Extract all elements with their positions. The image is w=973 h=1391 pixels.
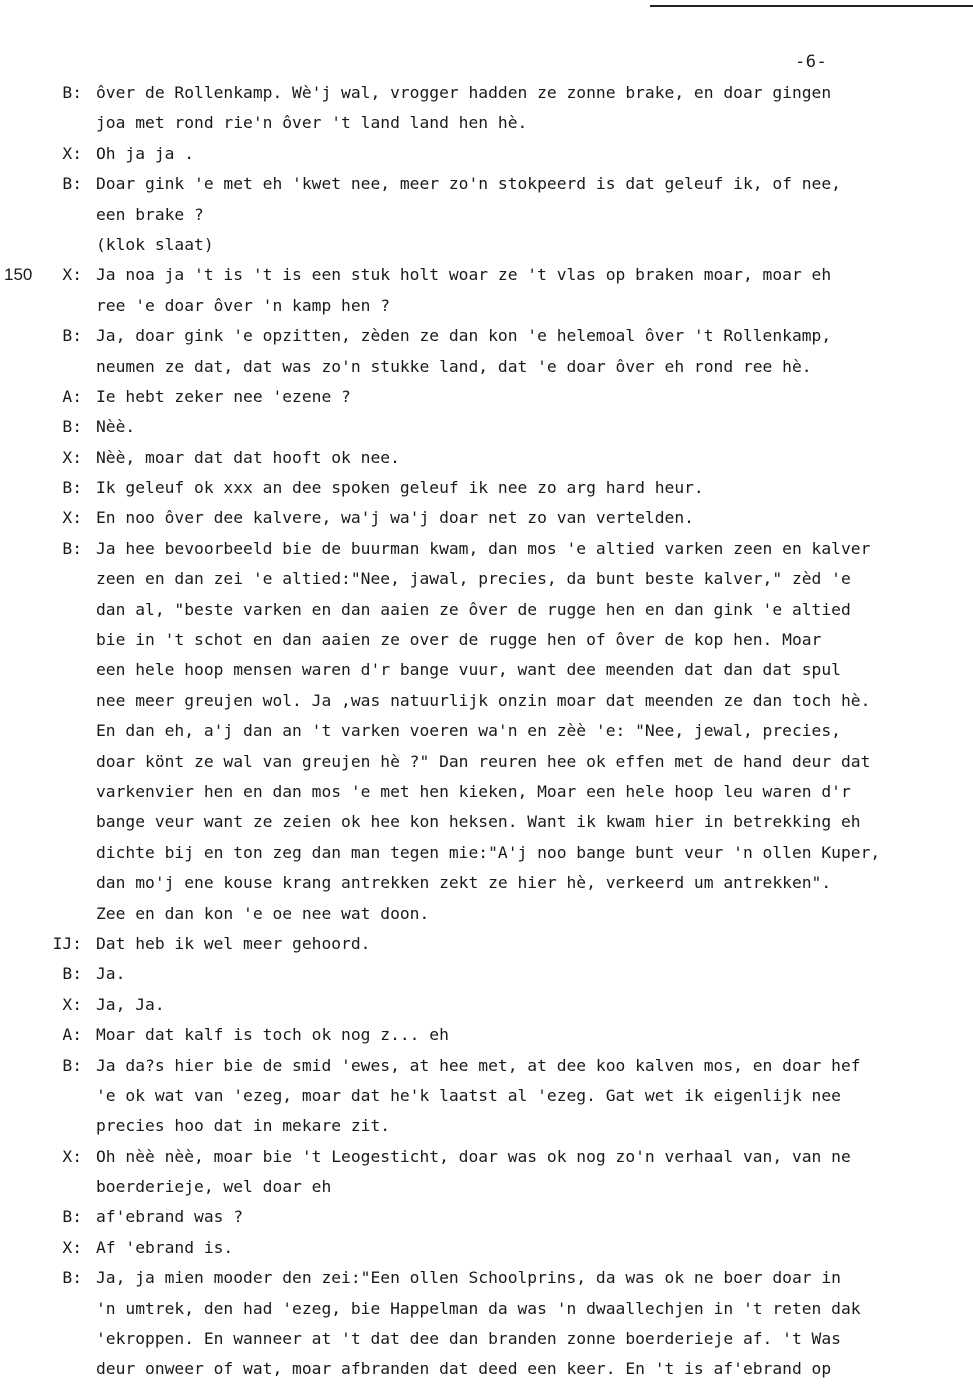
line-text: deur onweer of wat, moar afbranden dat deed een keer. En 't is af'ebrand op	[96, 1359, 832, 1379]
transcript-line	[0, 990, 973, 1020]
transcript-line	[0, 412, 973, 442]
speaker-label: B:	[62, 964, 82, 984]
transcript-line	[0, 1294, 973, 1324]
line-text: Moar dat kalf is toch ok nog z... eh	[96, 1025, 449, 1045]
speaker-label: B:	[62, 174, 82, 194]
line-text: dan mo'j ene kouse krang antrekken zekt ze hier hè, verkeerd um antrekken".	[96, 873, 832, 893]
transcript-line	[0, 260, 973, 290]
line-text: 'ekroppen. En wanneer at 't dat dee dan branden zonne boerderieje af. 't Was	[96, 1329, 841, 1349]
transcript-line	[0, 139, 973, 169]
speaker-label: B:	[62, 417, 82, 437]
line-text: bie in 't schot en dan aaien ze over de rugge hen of ôver de kop hen. Moar	[96, 630, 822, 650]
speaker-label: X:	[62, 1237, 82, 1257]
line-text: Ja da?s hier bie de smid 'ewes, at hee met, at dee koo kalven mos, en doar hef	[96, 1055, 861, 1075]
line-text: bange veur want ze zeien ok hee kon heksen. Want ik kwam hier in betrekking eh	[96, 812, 861, 832]
transcript-line	[0, 200, 973, 230]
top-rule	[650, 5, 973, 7]
transcript-line	[0, 655, 973, 685]
line-text: Ja, ja mien mooder den zei:"Een ollen Schoolprins, da was ok ne boer doar in	[96, 1268, 841, 1288]
page-number: -6-	[795, 52, 828, 72]
transcript-line	[0, 747, 973, 777]
line-text: een brake ?	[96, 204, 204, 224]
speaker-label: B:	[62, 1207, 82, 1227]
speaker-label: B:	[62, 478, 82, 498]
transcript-line	[0, 595, 973, 625]
line-text: joa met rond rie'n ôver 't land land hen hè.	[96, 113, 528, 133]
transcript-line	[0, 807, 973, 837]
speaker-label: B:	[62, 1055, 82, 1075]
transcript-line	[0, 321, 973, 351]
transcript-line	[0, 1111, 973, 1141]
line-text: Doar gink 'e met eh 'kwet nee, meer zo'n stokpeerd is dat geleuf ik, of nee,	[96, 174, 841, 194]
speaker-label: A:	[62, 1025, 82, 1045]
line-text: dichte bij en ton zeg dan man tegen mie:"A'j noo bange bunt veur 'n ollen Kuper,	[96, 842, 881, 862]
transcript-line	[0, 625, 973, 655]
line-text: En dan eh, a'j dan an 't varken voeren wa'n en zèè 'e: "Nee, jewal, precies,	[96, 721, 841, 741]
line-text: En noo ôver dee kalvere, wa'j wa'j doar net zo van vertelden.	[96, 508, 694, 528]
line-number-marker: 150	[4, 265, 33, 284]
line-text: af'ebrand was ?	[96, 1207, 244, 1227]
line-text: een hele hoop mensen waren d'r bange vuur, want dee meenden dat dan dat spul	[96, 660, 841, 680]
speaker-label: B:	[62, 83, 82, 102]
transcript-line	[0, 1020, 973, 1050]
transcript-line	[0, 838, 973, 868]
line-text: doar könt ze wal van greujen hè ?" Dan reuren hee ok effen met de hand deur dat	[96, 751, 871, 771]
line-text: 'n umtrek, den had 'ezeg, bie Happelman da was 'n dwaallechjen in 't reten dak	[96, 1298, 861, 1318]
transcript-line	[0, 929, 973, 959]
transcript-line	[0, 959, 973, 989]
line-text: ree 'e doar ôver 'n kamp hen ?	[96, 295, 391, 315]
speaker-label: X:	[62, 143, 82, 163]
transcript-line	[0, 1263, 973, 1293]
line-text: boerderieje, wel doar eh	[96, 1177, 332, 1197]
transcript-line	[0, 352, 973, 382]
line-text: varkenvier hen en dan mos 'e met hen kieken, Moar een hele hoop leu waren d'r	[96, 781, 851, 801]
transcript-body	[0, 78, 973, 1385]
speaker-label: X:	[62, 265, 82, 285]
transcript-line	[0, 1081, 973, 1111]
speaker-label: X:	[62, 508, 82, 528]
line-text: Oh nèè nèè, moar bie 't Leogesticht, doar was ok nog zo'n verhaal van, van ne	[96, 1146, 851, 1166]
line-text: Nèè.	[96, 417, 136, 437]
speaker-label: X:	[62, 1146, 82, 1166]
speaker-label: IJ:	[52, 933, 82, 953]
transcript-line	[0, 1142, 973, 1172]
line-text: Zee en dan kon 'e oe nee wat doon.	[96, 903, 430, 923]
speaker-label: B:	[62, 538, 82, 558]
transcript-line	[0, 230, 973, 260]
transcript-line	[0, 503, 973, 533]
line-text: Ja, Ja.	[96, 994, 165, 1014]
speaker-label: B:	[62, 1268, 82, 1288]
transcript-line	[0, 899, 973, 929]
speaker-label: A:	[62, 386, 82, 406]
transcript-line	[0, 1324, 973, 1354]
transcript-line	[0, 564, 973, 594]
line-text: nee meer greujen wol. Ja ,was natuurlijk onzin moar dat meenden ze dan toch hè.	[96, 690, 871, 710]
line-text: dan al, "beste varken en dan aaien ze ôver de rugge hen en dan gink 'e altied	[96, 599, 851, 619]
transcript-line	[0, 291, 973, 321]
line-text: Ja hee bevoorbeeld bie de buurman kwam, dan mos 'e altied varken zeen en kalver	[96, 538, 871, 558]
line-text: Ie hebt zeker nee 'ezene ?	[96, 386, 351, 406]
line-text: precies hoo dat in mekare zit.	[96, 1116, 391, 1136]
transcript-line	[0, 686, 973, 716]
line-text: ôver de Rollenkamp. Wè'j wal, vrogger hadden ze zonne brake, en doar gingen	[96, 83, 832, 102]
speaker-label: X:	[62, 994, 82, 1014]
transcript-line	[0, 169, 973, 199]
transcript-line	[0, 473, 973, 503]
speaker-label: B:	[62, 326, 82, 346]
line-text: neumen ze dat, dat was zo'n stukke land, dat 'e doar ôver eh rond ree hè.	[96, 356, 812, 376]
transcript-line	[0, 716, 973, 746]
line-text: zeen en dan zei 'e altied:"Nee, jawal, precies, da bunt beste kalver," zèd 'e	[96, 569, 851, 589]
transcript-line	[0, 1202, 973, 1232]
transcript-line	[0, 78, 973, 108]
line-text: Nèè, moar dat dat hooft ok nee.	[96, 447, 400, 467]
line-text: Dat heb ik wel meer gehoord.	[96, 933, 371, 953]
line-text: Ja noa ja 't is 't is een stuk holt woar ze 't vlas op braken moar, moar eh	[96, 265, 832, 285]
line-text: Af 'ebrand is.	[96, 1237, 234, 1257]
line-text: Ik geleuf ok xxx an dee spoken geleuf ik nee zo arg hard heur.	[96, 478, 704, 498]
transcript-line	[0, 443, 973, 473]
speaker-label: X:	[62, 447, 82, 467]
transcript-line	[0, 868, 973, 898]
transcript-line	[0, 1233, 973, 1263]
transcript-line	[0, 1172, 973, 1202]
transcript-line	[0, 1354, 973, 1384]
transcript-line	[0, 108, 973, 138]
transcript-line	[0, 1051, 973, 1081]
line-text: Oh ja ja .	[96, 143, 195, 163]
transcript-line	[0, 777, 973, 807]
line-text: (klok slaat)	[96, 234, 214, 254]
line-text: Ja, doar gink 'e opzitten, zèden ze dan kon 'e helemoal ôver 't Rollenkamp,	[96, 326, 832, 346]
transcript-line	[0, 382, 973, 412]
transcript-line	[0, 534, 973, 564]
line-text: 'e ok wat van 'ezeg, moar dat he'k laatst al 'ezeg. Gat wet ik eigenlijk nee	[96, 1085, 841, 1105]
line-text: Ja.	[96, 964, 126, 984]
